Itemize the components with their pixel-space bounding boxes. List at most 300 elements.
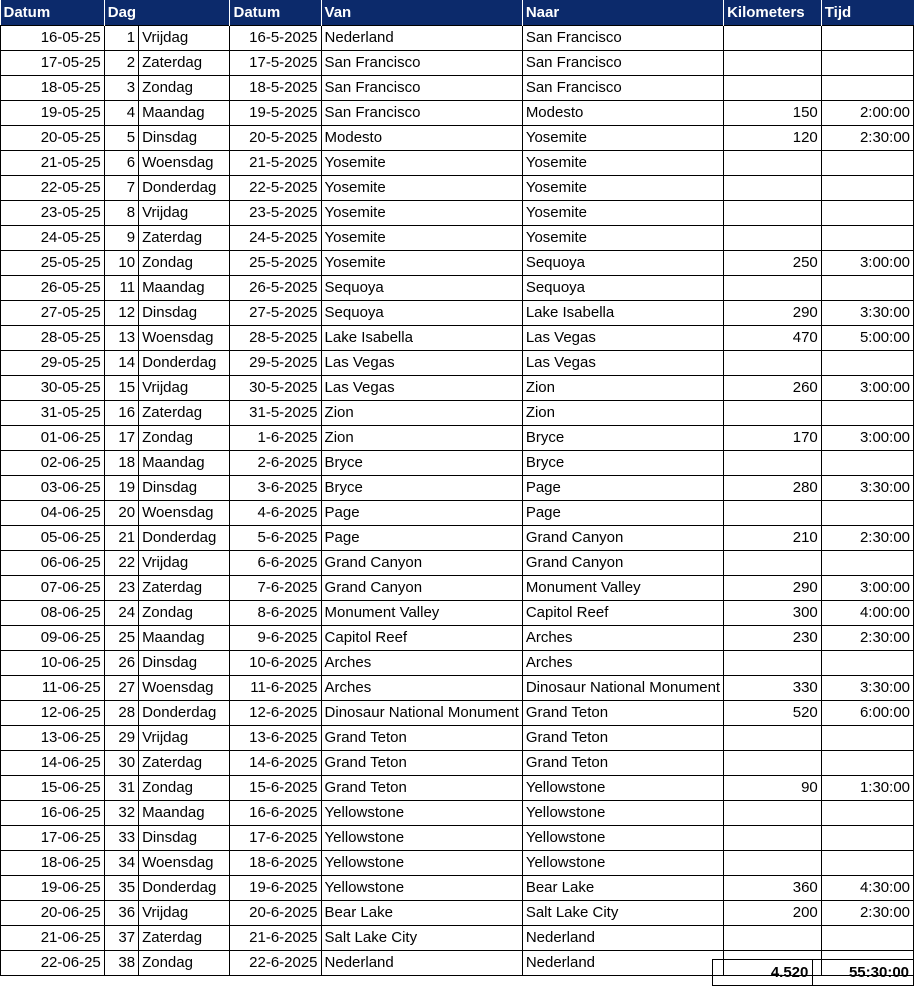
cell-naar[interactable]: Grand Teton xyxy=(522,701,723,726)
cell-naar[interactable]: Bryce xyxy=(522,426,723,451)
cell-kilometers[interactable] xyxy=(724,501,822,526)
cell-datum[interactable]: 17-05-25 xyxy=(1,51,105,76)
cell-tijd[interactable]: 2:30:00 xyxy=(821,626,913,651)
cell-dag-nr[interactable]: 20 xyxy=(104,501,138,526)
cell-dag-nr[interactable]: 8 xyxy=(104,201,138,226)
cell-dag-nr[interactable]: 21 xyxy=(104,526,138,551)
cell-datum[interactable]: 04-06-25 xyxy=(1,501,105,526)
cell-datum[interactable]: 02-06-25 xyxy=(1,451,105,476)
cell-kilometers[interactable]: 360 xyxy=(724,876,822,901)
header-naar[interactable]: Naar xyxy=(522,0,723,26)
cell-tijd[interactable] xyxy=(821,351,913,376)
cell-van[interactable]: Las Vegas xyxy=(321,376,522,401)
cell-kilometers[interactable] xyxy=(724,26,822,51)
cell-dag-nr[interactable]: 26 xyxy=(104,651,138,676)
cell-kilometers[interactable]: 290 xyxy=(724,301,822,326)
cell-kilometers[interactable]: 280 xyxy=(724,476,822,501)
cell-dag-naam[interactable]: Maandag xyxy=(139,101,230,126)
cell-tijd[interactable] xyxy=(821,276,913,301)
cell-tijd[interactable] xyxy=(821,801,913,826)
cell-kilometers[interactable]: 330 xyxy=(724,676,822,701)
cell-dag-nr[interactable]: 36 xyxy=(104,901,138,926)
cell-datum[interactable]: 15-06-25 xyxy=(1,776,105,801)
cell-datum[interactable]: 21-05-25 xyxy=(1,151,105,176)
cell-van[interactable]: Bear Lake xyxy=(321,901,522,926)
cell-tijd[interactable] xyxy=(821,226,913,251)
cell-tijd[interactable]: 6:00:00 xyxy=(821,701,913,726)
cell-van[interactable]: Sequoya xyxy=(321,301,522,326)
cell-datum-2[interactable]: 24-5-2025 xyxy=(230,226,321,251)
cell-datum[interactable]: 19-06-25 xyxy=(1,876,105,901)
cell-dag-nr[interactable]: 3 xyxy=(104,76,138,101)
cell-datum-2[interactable]: 12-6-2025 xyxy=(230,701,321,726)
cell-tijd[interactable] xyxy=(821,76,913,101)
total-tijd[interactable]: 55:30:00 xyxy=(813,960,914,986)
cell-datum[interactable]: 24-05-25 xyxy=(1,226,105,251)
cell-dag-nr[interactable]: 15 xyxy=(104,376,138,401)
cell-tijd[interactable] xyxy=(821,651,913,676)
cell-dag-naam[interactable]: Dinsdag xyxy=(139,126,230,151)
cell-tijd[interactable] xyxy=(821,851,913,876)
cell-tijd[interactable]: 3:00:00 xyxy=(821,251,913,276)
cell-dag-naam[interactable]: Vrijdag xyxy=(139,551,230,576)
cell-kilometers[interactable] xyxy=(724,276,822,301)
cell-naar[interactable]: Page xyxy=(522,501,723,526)
cell-naar[interactable]: Yellowstone xyxy=(522,826,723,851)
cell-van[interactable]: Yosemite xyxy=(321,176,522,201)
cell-datum-2[interactable]: 30-5-2025 xyxy=(230,376,321,401)
cell-dag-naam[interactable]: Dinsdag xyxy=(139,651,230,676)
cell-van[interactable]: Modesto xyxy=(321,126,522,151)
cell-dag-naam[interactable]: Maandag xyxy=(139,801,230,826)
cell-dag-nr[interactable]: 13 xyxy=(104,326,138,351)
cell-kilometers[interactable] xyxy=(724,76,822,101)
cell-dag-nr[interactable]: 16 xyxy=(104,401,138,426)
cell-kilometers[interactable]: 520 xyxy=(724,701,822,726)
cell-datum-2[interactable]: 18-6-2025 xyxy=(230,851,321,876)
cell-van[interactable]: Nederland xyxy=(321,26,522,51)
cell-naar[interactable]: Yosemite xyxy=(522,176,723,201)
cell-datum-2[interactable]: 20-5-2025 xyxy=(230,126,321,151)
cell-datum[interactable]: 01-06-25 xyxy=(1,426,105,451)
cell-dag-nr[interactable]: 9 xyxy=(104,226,138,251)
cell-van[interactable]: San Francisco xyxy=(321,101,522,126)
cell-datum[interactable]: 26-05-25 xyxy=(1,276,105,301)
cell-dag-naam[interactable]: Vrijdag xyxy=(139,726,230,751)
cell-datum-2[interactable]: 6-6-2025 xyxy=(230,551,321,576)
cell-datum-2[interactable]: 11-6-2025 xyxy=(230,676,321,701)
cell-naar[interactable]: Bryce xyxy=(522,451,723,476)
cell-kilometers[interactable]: 210 xyxy=(724,526,822,551)
cell-naar[interactable]: Capitol Reef xyxy=(522,601,723,626)
cell-naar[interactable]: Yellowstone xyxy=(522,851,723,876)
cell-van[interactable]: Yosemite xyxy=(321,201,522,226)
cell-kilometers[interactable]: 300 xyxy=(724,601,822,626)
cell-datum-2[interactable]: 17-5-2025 xyxy=(230,51,321,76)
cell-dag-nr[interactable]: 33 xyxy=(104,826,138,851)
cell-kilometers[interactable] xyxy=(724,151,822,176)
cell-dag-nr[interactable]: 22 xyxy=(104,551,138,576)
cell-datum-2[interactable]: 19-5-2025 xyxy=(230,101,321,126)
cell-dag-nr[interactable]: 35 xyxy=(104,876,138,901)
cell-kilometers[interactable] xyxy=(724,801,822,826)
cell-datum-2[interactable]: 16-6-2025 xyxy=(230,801,321,826)
cell-naar[interactable]: Bear Lake xyxy=(522,876,723,901)
cell-datum-2[interactable]: 28-5-2025 xyxy=(230,326,321,351)
cell-naar[interactable]: Grand Canyon xyxy=(522,551,723,576)
cell-datum[interactable]: 28-05-25 xyxy=(1,326,105,351)
cell-datum[interactable]: 20-06-25 xyxy=(1,901,105,926)
cell-kilometers[interactable]: 90 xyxy=(724,776,822,801)
cell-datum-2[interactable]: 17-6-2025 xyxy=(230,826,321,851)
cell-van[interactable]: Las Vegas xyxy=(321,351,522,376)
cell-datum[interactable]: 27-05-25 xyxy=(1,301,105,326)
cell-dag-naam[interactable]: Zondag xyxy=(139,776,230,801)
cell-kilometers[interactable]: 200 xyxy=(724,901,822,926)
cell-dag-nr[interactable]: 10 xyxy=(104,251,138,276)
cell-dag-nr[interactable]: 23 xyxy=(104,576,138,601)
cell-dag-naam[interactable]: Maandag xyxy=(139,451,230,476)
cell-datum[interactable]: 18-05-25 xyxy=(1,76,105,101)
cell-naar[interactable]: Page xyxy=(522,476,723,501)
cell-dag-nr[interactable]: 11 xyxy=(104,276,138,301)
cell-dag-naam[interactable]: Dinsdag xyxy=(139,826,230,851)
cell-datum-2[interactable]: 13-6-2025 xyxy=(230,726,321,751)
header-dag[interactable]: Dag xyxy=(104,0,230,26)
cell-datum[interactable]: 03-06-25 xyxy=(1,476,105,501)
cell-van[interactable]: Nederland xyxy=(321,951,522,976)
cell-van[interactable]: Monument Valley xyxy=(321,601,522,626)
cell-dag-naam[interactable]: Vrijdag xyxy=(139,26,230,51)
cell-datum[interactable]: 12-06-25 xyxy=(1,701,105,726)
cell-dag-naam[interactable]: Donderdag xyxy=(139,876,230,901)
cell-dag-nr[interactable]: 32 xyxy=(104,801,138,826)
cell-tijd[interactable]: 2:30:00 xyxy=(821,901,913,926)
cell-van[interactable]: Grand Teton xyxy=(321,751,522,776)
cell-tijd[interactable]: 3:00:00 xyxy=(821,576,913,601)
cell-van[interactable]: Arches xyxy=(321,651,522,676)
cell-van[interactable]: Yosemite xyxy=(321,226,522,251)
cell-dag-naam[interactable]: Zondag xyxy=(139,426,230,451)
cell-dag-naam[interactable]: Vrijdag xyxy=(139,901,230,926)
cell-naar[interactable]: Yosemite xyxy=(522,151,723,176)
cell-dag-nr[interactable]: 17 xyxy=(104,426,138,451)
cell-dag-naam[interactable]: Zondag xyxy=(139,951,230,976)
cell-dag-nr[interactable]: 19 xyxy=(104,476,138,501)
cell-datum-2[interactable]: 1-6-2025 xyxy=(230,426,321,451)
cell-dag-naam[interactable]: Zaterdag xyxy=(139,401,230,426)
cell-datum-2[interactable]: 27-5-2025 xyxy=(230,301,321,326)
cell-kilometers[interactable]: 260 xyxy=(724,376,822,401)
cell-kilometers[interactable] xyxy=(724,176,822,201)
cell-tijd[interactable] xyxy=(821,451,913,476)
cell-naar[interactable]: Zion xyxy=(522,376,723,401)
cell-van[interactable]: Page xyxy=(321,501,522,526)
cell-tijd[interactable]: 5:00:00 xyxy=(821,326,913,351)
cell-kilometers[interactable]: 120 xyxy=(724,126,822,151)
header-tijd[interactable]: Tijd xyxy=(821,0,913,26)
cell-van[interactable]: Yosemite xyxy=(321,251,522,276)
cell-datum-2[interactable]: 22-5-2025 xyxy=(230,176,321,201)
cell-dag-naam[interactable]: Woensdag xyxy=(139,851,230,876)
cell-van[interactable]: Page xyxy=(321,526,522,551)
cell-dag-nr[interactable]: 6 xyxy=(104,151,138,176)
cell-tijd[interactable]: 2:30:00 xyxy=(821,126,913,151)
cell-dag-naam[interactable]: Vrijdag xyxy=(139,376,230,401)
cell-van[interactable]: Bryce xyxy=(321,476,522,501)
cell-datum-2[interactable]: 8-6-2025 xyxy=(230,601,321,626)
cell-datum-2[interactable]: 26-5-2025 xyxy=(230,276,321,301)
cell-dag-nr[interactable]: 7 xyxy=(104,176,138,201)
cell-dag-nr[interactable]: 34 xyxy=(104,851,138,876)
cell-dag-naam[interactable]: Zondag xyxy=(139,76,230,101)
cell-naar[interactable]: Sequoya xyxy=(522,276,723,301)
cell-naar[interactable]: Las Vegas xyxy=(522,351,723,376)
cell-naar[interactable]: San Francisco xyxy=(522,76,723,101)
cell-kilometers[interactable] xyxy=(724,826,822,851)
cell-dag-nr[interactable]: 27 xyxy=(104,676,138,701)
cell-naar[interactable]: San Francisco xyxy=(522,26,723,51)
cell-dag-naam[interactable]: Zaterdag xyxy=(139,576,230,601)
cell-naar[interactable]: Salt Lake City xyxy=(522,901,723,926)
cell-dag-nr[interactable]: 37 xyxy=(104,926,138,951)
cell-datum-2[interactable]: 9-6-2025 xyxy=(230,626,321,651)
cell-datum-2[interactable]: 22-6-2025 xyxy=(230,951,321,976)
cell-kilometers[interactable]: 290 xyxy=(724,576,822,601)
cell-kilometers[interactable] xyxy=(724,751,822,776)
cell-van[interactable]: Lake Isabella xyxy=(321,326,522,351)
cell-van[interactable]: Capitol Reef xyxy=(321,626,522,651)
cell-kilometers[interactable]: 170 xyxy=(724,426,822,451)
cell-van[interactable]: Yellowstone xyxy=(321,851,522,876)
cell-tijd[interactable]: 3:30:00 xyxy=(821,301,913,326)
cell-dag-naam[interactable]: Maandag xyxy=(139,626,230,651)
cell-datum[interactable]: 05-06-25 xyxy=(1,526,105,551)
cell-tijd[interactable]: 4:30:00 xyxy=(821,876,913,901)
cell-dag-naam[interactable]: Zaterdag xyxy=(139,51,230,76)
cell-tijd[interactable] xyxy=(821,551,913,576)
cell-datum-2[interactable]: 14-6-2025 xyxy=(230,751,321,776)
cell-datum[interactable]: 25-05-25 xyxy=(1,251,105,276)
cell-tijd[interactable]: 2:30:00 xyxy=(821,526,913,551)
cell-datum-2[interactable]: 15-6-2025 xyxy=(230,776,321,801)
cell-van[interactable]: Sequoya xyxy=(321,276,522,301)
cell-dag-nr[interactable]: 28 xyxy=(104,701,138,726)
cell-naar[interactable]: Dinosaur National Monument xyxy=(522,676,723,701)
cell-naar[interactable]: Grand Teton xyxy=(522,726,723,751)
cell-dag-nr[interactable]: 30 xyxy=(104,751,138,776)
cell-dag-naam[interactable]: Woensdag xyxy=(139,676,230,701)
cell-datum[interactable]: 18-06-25 xyxy=(1,851,105,876)
cell-naar[interactable]: Grand Teton xyxy=(522,751,723,776)
cell-datum-2[interactable]: 16-5-2025 xyxy=(230,26,321,51)
cell-kilometers[interactable] xyxy=(724,851,822,876)
cell-datum[interactable]: 23-05-25 xyxy=(1,201,105,226)
header-datum-2[interactable]: Datum xyxy=(230,0,321,26)
total-kilometers[interactable]: 4.520 xyxy=(713,960,813,986)
cell-kilometers[interactable] xyxy=(724,51,822,76)
cell-datum[interactable]: 08-06-25 xyxy=(1,601,105,626)
cell-naar[interactable]: Modesto xyxy=(522,101,723,126)
cell-naar[interactable]: Nederland xyxy=(522,926,723,951)
cell-van[interactable]: Bryce xyxy=(321,451,522,476)
cell-dag-nr[interactable]: 4 xyxy=(104,101,138,126)
cell-dag-naam[interactable]: Zaterdag xyxy=(139,751,230,776)
cell-van[interactable]: Arches xyxy=(321,676,522,701)
cell-dag-nr[interactable]: 31 xyxy=(104,776,138,801)
cell-dag-nr[interactable]: 25 xyxy=(104,626,138,651)
cell-datum[interactable]: 16-05-25 xyxy=(1,26,105,51)
cell-dag-nr[interactable]: 1 xyxy=(104,26,138,51)
cell-kilometers[interactable]: 250 xyxy=(724,251,822,276)
header-van[interactable]: Van xyxy=(321,0,522,26)
cell-naar[interactable]: Yosemite xyxy=(522,201,723,226)
cell-datum-2[interactable]: 3-6-2025 xyxy=(230,476,321,501)
cell-dag-nr[interactable]: 12 xyxy=(104,301,138,326)
cell-tijd[interactable]: 3:00:00 xyxy=(821,376,913,401)
cell-kilometers[interactable] xyxy=(724,401,822,426)
cell-datum-2[interactable]: 4-6-2025 xyxy=(230,501,321,526)
cell-dag-nr[interactable]: 38 xyxy=(104,951,138,976)
cell-dag-naam[interactable]: Vrijdag xyxy=(139,201,230,226)
cell-datum-2[interactable]: 29-5-2025 xyxy=(230,351,321,376)
cell-naar[interactable]: Zion xyxy=(522,401,723,426)
cell-tijd[interactable] xyxy=(821,751,913,776)
cell-datum[interactable]: 13-06-25 xyxy=(1,726,105,751)
cell-van[interactable]: Grand Teton xyxy=(321,776,522,801)
cell-dag-naam[interactable]: Donderdag xyxy=(139,526,230,551)
cell-tijd[interactable] xyxy=(821,176,913,201)
cell-van[interactable]: Salt Lake City xyxy=(321,926,522,951)
cell-kilometers[interactable]: 470 xyxy=(724,326,822,351)
cell-naar[interactable]: Lake Isabella xyxy=(522,301,723,326)
cell-datum-2[interactable]: 21-5-2025 xyxy=(230,151,321,176)
cell-dag-naam[interactable]: Woensdag xyxy=(139,326,230,351)
cell-datum[interactable]: 17-06-25 xyxy=(1,826,105,851)
cell-dag-naam[interactable]: Maandag xyxy=(139,276,230,301)
cell-van[interactable]: Zion xyxy=(321,426,522,451)
cell-van[interactable]: San Francisco xyxy=(321,76,522,101)
cell-tijd[interactable] xyxy=(821,151,913,176)
cell-datum[interactable]: 31-05-25 xyxy=(1,401,105,426)
cell-dag-naam[interactable]: Zaterdag xyxy=(139,926,230,951)
cell-naar[interactable]: Yosemite xyxy=(522,126,723,151)
cell-van[interactable]: Grand Teton xyxy=(321,726,522,751)
cell-datum-2[interactable]: 31-5-2025 xyxy=(230,401,321,426)
cell-van[interactable]: Zion xyxy=(321,401,522,426)
cell-tijd[interactable] xyxy=(821,201,913,226)
cell-datum-2[interactable]: 7-6-2025 xyxy=(230,576,321,601)
cell-kilometers[interactable] xyxy=(724,651,822,676)
cell-datum-2[interactable]: 2-6-2025 xyxy=(230,451,321,476)
cell-datum[interactable]: 19-05-25 xyxy=(1,101,105,126)
cell-kilometers[interactable]: 230 xyxy=(724,626,822,651)
cell-datum[interactable]: 09-06-25 xyxy=(1,626,105,651)
cell-datum[interactable]: 11-06-25 xyxy=(1,676,105,701)
cell-naar[interactable]: Arches xyxy=(522,651,723,676)
header-datum[interactable]: Datum xyxy=(1,0,105,26)
cell-naar[interactable]: Yellowstone xyxy=(522,776,723,801)
cell-datum[interactable]: 16-06-25 xyxy=(1,801,105,826)
cell-dag-naam[interactable]: Donderdag xyxy=(139,351,230,376)
cell-datum[interactable]: 10-06-25 xyxy=(1,651,105,676)
cell-naar[interactable]: Yellowstone xyxy=(522,801,723,826)
cell-naar[interactable]: Yosemite xyxy=(522,226,723,251)
cell-datum[interactable]: 22-06-25 xyxy=(1,951,105,976)
cell-van[interactable]: Yellowstone xyxy=(321,801,522,826)
cell-datum[interactable]: 14-06-25 xyxy=(1,751,105,776)
cell-datum-2[interactable]: 18-5-2025 xyxy=(230,76,321,101)
cell-dag-nr[interactable]: 2 xyxy=(104,51,138,76)
cell-tijd[interactable]: 4:00:00 xyxy=(821,601,913,626)
cell-van[interactable]: Grand Canyon xyxy=(321,576,522,601)
cell-datum-2[interactable]: 19-6-2025 xyxy=(230,876,321,901)
cell-dag-nr[interactable]: 5 xyxy=(104,126,138,151)
cell-datum-2[interactable]: 5-6-2025 xyxy=(230,526,321,551)
cell-naar[interactable]: Las Vegas xyxy=(522,326,723,351)
cell-kilometers[interactable] xyxy=(724,351,822,376)
cell-tijd[interactable] xyxy=(821,926,913,951)
cell-dag-nr[interactable]: 14 xyxy=(104,351,138,376)
cell-dag-naam[interactable]: Zondag xyxy=(139,251,230,276)
cell-naar[interactable]: San Francisco xyxy=(522,51,723,76)
cell-datum[interactable]: 29-05-25 xyxy=(1,351,105,376)
cell-datum[interactable]: 07-06-25 xyxy=(1,576,105,601)
cell-van[interactable]: Dinosaur National Monument xyxy=(321,701,522,726)
cell-tijd[interactable]: 1:30:00 xyxy=(821,776,913,801)
cell-datum[interactable]: 30-05-25 xyxy=(1,376,105,401)
cell-naar[interactable]: Monument Valley xyxy=(522,576,723,601)
cell-datum-2[interactable]: 23-5-2025 xyxy=(230,201,321,226)
cell-kilometers[interactable] xyxy=(724,926,822,951)
cell-kilometers[interactable] xyxy=(724,451,822,476)
cell-tijd[interactable]: 2:00:00 xyxy=(821,101,913,126)
cell-dag-naam[interactable]: Zaterdag xyxy=(139,226,230,251)
cell-tijd[interactable]: 3:30:00 xyxy=(821,676,913,701)
cell-kilometers[interactable] xyxy=(724,726,822,751)
cell-datum-2[interactable]: 21-6-2025 xyxy=(230,926,321,951)
cell-tijd[interactable] xyxy=(821,26,913,51)
cell-dag-naam[interactable]: Dinsdag xyxy=(139,476,230,501)
cell-datum-2[interactable]: 20-6-2025 xyxy=(230,901,321,926)
cell-kilometers[interactable] xyxy=(724,226,822,251)
cell-tijd[interactable] xyxy=(821,501,913,526)
cell-datum-2[interactable]: 10-6-2025 xyxy=(230,651,321,676)
cell-dag-naam[interactable]: Dinsdag xyxy=(139,301,230,326)
cell-naar[interactable]: Nederland xyxy=(522,951,723,976)
cell-dag-naam[interactable]: Donderdag xyxy=(139,176,230,201)
cell-datum-2[interactable]: 25-5-2025 xyxy=(230,251,321,276)
cell-dag-naam[interactable]: Woensdag xyxy=(139,501,230,526)
cell-tijd[interactable]: 3:00:00 xyxy=(821,426,913,451)
cell-dag-nr[interactable]: 29 xyxy=(104,726,138,751)
cell-kilometers[interactable] xyxy=(724,551,822,576)
cell-datum[interactable]: 21-06-25 xyxy=(1,926,105,951)
cell-naar[interactable]: Grand Canyon xyxy=(522,526,723,551)
cell-kilometers[interactable]: 150 xyxy=(724,101,822,126)
cell-dag-nr[interactable]: 24 xyxy=(104,601,138,626)
cell-dag-naam[interactable]: Zondag xyxy=(139,601,230,626)
cell-dag-naam[interactable]: Woensdag xyxy=(139,151,230,176)
cell-van[interactable]: Yellowstone xyxy=(321,826,522,851)
cell-van[interactable]: Yellowstone xyxy=(321,876,522,901)
cell-dag-naam[interactable]: Donderdag xyxy=(139,701,230,726)
cell-naar[interactable]: Arches xyxy=(522,626,723,651)
cell-van[interactable]: Yosemite xyxy=(321,151,522,176)
cell-tijd[interactable] xyxy=(821,401,913,426)
cell-naar[interactable]: Sequoya xyxy=(522,251,723,276)
cell-kilometers[interactable] xyxy=(724,201,822,226)
